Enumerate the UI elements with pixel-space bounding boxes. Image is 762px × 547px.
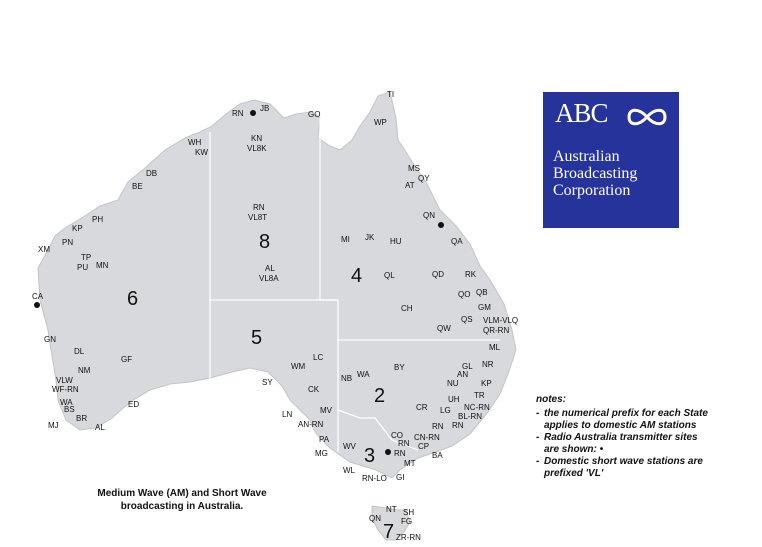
transmitter-dot — [438, 222, 444, 228]
station-label: NT — [386, 505, 397, 514]
station-label: QS — [461, 315, 473, 324]
station-label: RN — [232, 109, 244, 118]
station-label: VL8T — [248, 213, 268, 222]
station-label: AN-RN — [298, 420, 324, 429]
station-label: RK — [465, 270, 477, 279]
station-label: KP — [481, 379, 492, 388]
station-label: WL — [343, 466, 355, 475]
station-label: CO — [391, 431, 403, 440]
station-label: UH — [448, 395, 460, 404]
station-label: VL8K — [247, 144, 267, 153]
notes-item: - the numerical prefix for each State applies to domestic AM stations — [536, 408, 711, 432]
station-label: NM — [78, 366, 91, 375]
state-number: 5 — [251, 327, 263, 349]
logo-line: Corporation — [553, 182, 631, 199]
station-label: CA — [32, 292, 44, 301]
station-label: QN — [423, 211, 435, 220]
station-label: XM — [38, 245, 50, 254]
station-label: RN — [452, 421, 464, 430]
station-label: DL — [74, 347, 85, 356]
station-label: RN — [253, 203, 265, 212]
state-number: 3 — [364, 445, 376, 467]
station-label: BL-RN — [458, 412, 483, 421]
station-label: QY — [418, 174, 430, 183]
station-label: GM — [478, 303, 491, 312]
station-label: QN — [369, 514, 381, 523]
map-caption — [82, 487, 282, 513]
station-label: SY — [262, 378, 273, 387]
station-label: GF — [121, 355, 133, 364]
station-label: MT — [404, 459, 416, 468]
station-label: RN-LO — [362, 474, 387, 483]
station-label: PH — [92, 215, 104, 224]
station-label: LG — [440, 406, 451, 415]
station-label: ED — [128, 400, 140, 409]
station-label: GO — [308, 110, 321, 119]
logo-corporation-name — [553, 148, 677, 199]
station-label: BR — [76, 414, 88, 423]
station-label: GN — [44, 335, 56, 344]
caption-line: broadcasting in Australia. — [120, 501, 244, 512]
station-label: GI — [396, 473, 405, 482]
station-label: WA — [357, 370, 370, 379]
station-label: WP — [374, 118, 387, 127]
station-label: PN — [62, 238, 74, 247]
state-number: 6 — [127, 288, 139, 310]
notes-item-text: Radio Australia transmitter sites are shown: — [544, 432, 698, 455]
notes-heading: notes: — [536, 394, 566, 405]
station-label: AL — [95, 423, 105, 432]
station-label: QB — [476, 288, 488, 297]
state-number: 8 — [259, 231, 271, 253]
station-label: RN — [432, 422, 444, 431]
station-label: CP — [418, 442, 430, 451]
station-label: CH — [401, 304, 413, 313]
station-label: AN — [457, 370, 469, 379]
station-label: FG — [401, 517, 413, 526]
station-label: SH — [403, 508, 415, 517]
station-label: WF-RN — [52, 385, 79, 394]
station-label: NU — [447, 379, 459, 388]
station-label: QO — [458, 290, 471, 299]
station-label: MS — [408, 164, 420, 173]
station-label: MI — [341, 235, 350, 244]
station-label: NC-RN — [464, 403, 490, 412]
station-label: BY — [394, 363, 405, 372]
station-label: JB — [260, 104, 270, 113]
station-label: DB — [146, 169, 158, 178]
station-label: QA — [451, 237, 463, 246]
station-label: CK — [308, 385, 320, 394]
logo-line: Broadcasting — [553, 165, 638, 182]
station-label: WV — [343, 442, 356, 451]
station-label: BS — [64, 405, 75, 414]
station-label: QL — [384, 271, 395, 280]
station-label: QW — [437, 324, 451, 333]
state-number: 2 — [374, 385, 386, 407]
station-label: MV — [320, 406, 332, 415]
station-label: PU — [77, 263, 89, 272]
station-label: TP — [81, 253, 92, 262]
station-label: AT — [405, 181, 415, 190]
station-label: KP — [72, 224, 83, 233]
station-label: VL8A — [259, 274, 279, 283]
station-label: TR — [474, 391, 485, 400]
station-label: QR-RN — [483, 326, 510, 335]
station-label: RN — [394, 449, 406, 458]
station-label: JK — [365, 233, 375, 242]
caption-line: Medium Wave (AM) and Short Wave — [97, 488, 267, 499]
station-label: NB — [341, 374, 353, 383]
station-label: CR — [416, 403, 428, 412]
station-label: ZR-RN — [396, 533, 421, 542]
station-label: WA — [60, 398, 73, 407]
station-label: HU — [390, 237, 402, 246]
state-number: 4 — [351, 265, 363, 287]
station-label: KN — [251, 134, 263, 143]
station-label: WM — [291, 362, 306, 371]
transmitter-dot — [250, 110, 256, 116]
mainland-australia — [38, 92, 519, 478]
logo-abc-text: ABC — [555, 98, 608, 128]
station-label: MG — [315, 449, 328, 458]
notes-panel — [536, 394, 711, 480]
transmitter-dot — [385, 449, 391, 455]
notes-item — [536, 432, 711, 456]
notes-item: - Domestic short wave stations are prefixed 'VL' — [536, 456, 711, 480]
station-label: LC — [313, 353, 324, 362]
station-label: CN-RN — [414, 433, 440, 442]
station-label: PA — [319, 435, 330, 444]
station-label: NR — [482, 360, 494, 369]
station-label: KW — [195, 148, 208, 157]
transmitter-dot-icon: • — [599, 444, 604, 455]
station-label: TI — [387, 90, 395, 99]
station-label: BA — [432, 451, 443, 460]
station-label: MJ — [48, 421, 59, 430]
abc-logo — [543, 92, 679, 228]
station-label: GL — [462, 362, 473, 371]
station-label: WH — [188, 138, 202, 147]
station-label: VLW — [56, 376, 73, 385]
station-label: BE — [132, 182, 143, 191]
station-label: LN — [282, 410, 293, 419]
transmitter-dot — [34, 302, 40, 308]
station-label: RN — [398, 439, 410, 448]
station-label: VLM-VLQ — [483, 316, 519, 325]
abc-lissajous-icon — [625, 106, 669, 128]
station-label: ML — [489, 343, 501, 352]
station-label: AL — [265, 264, 275, 273]
station-label: MN — [96, 261, 109, 270]
state-number: 7 — [383, 521, 395, 543]
logo-line: Australian — [553, 148, 620, 165]
station-label: QD — [432, 270, 444, 279]
